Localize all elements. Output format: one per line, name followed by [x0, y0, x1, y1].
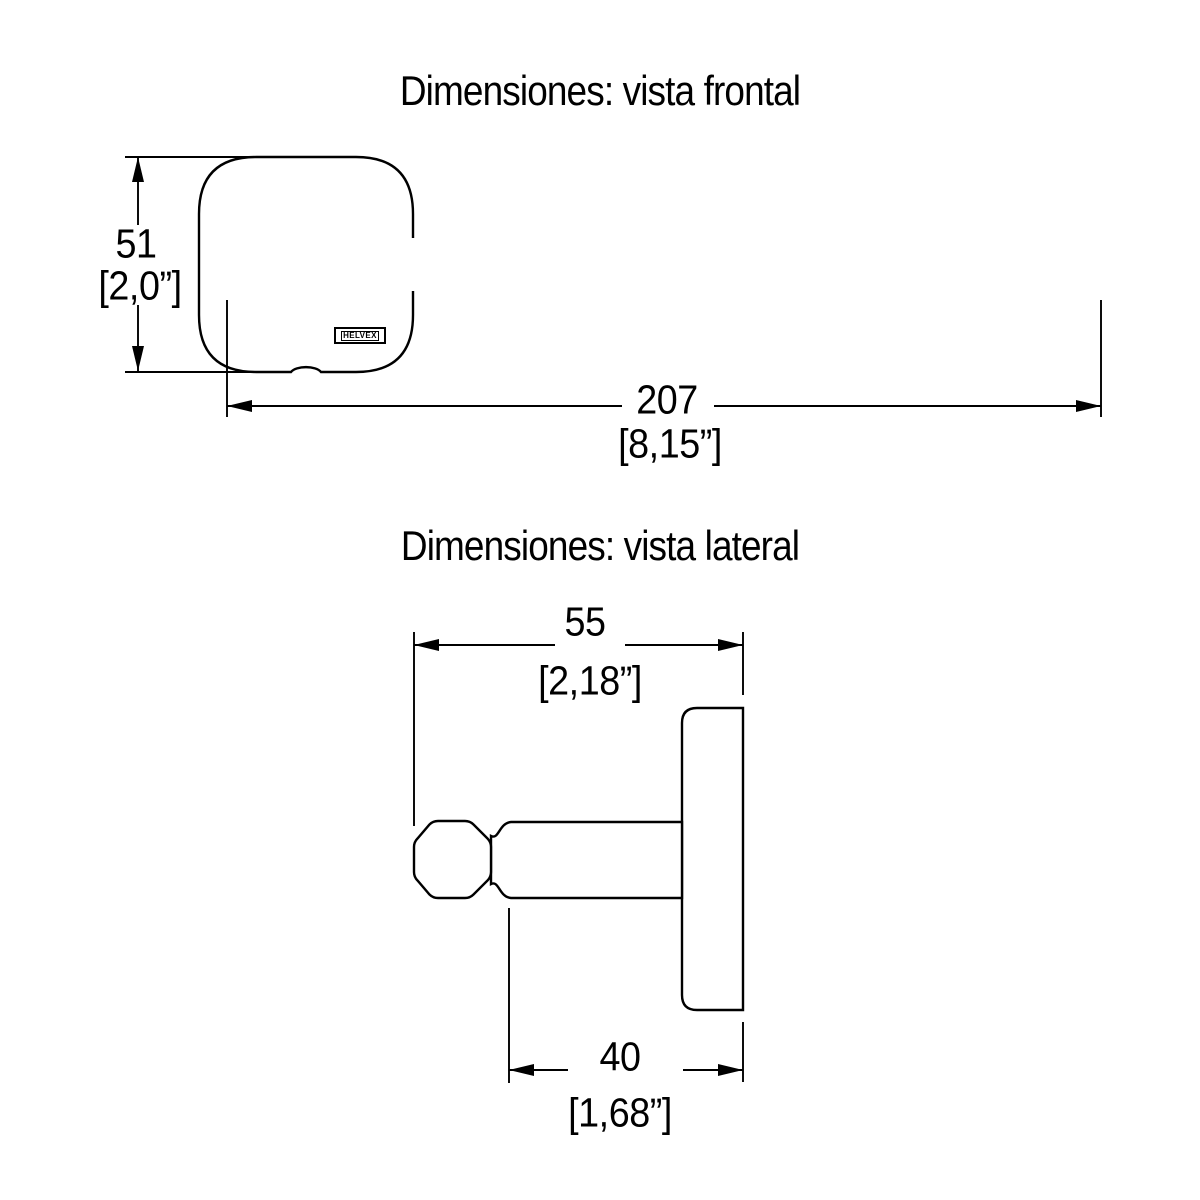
arrow-right	[1076, 400, 1101, 412]
side-arm	[491, 822, 682, 898]
helvex-logo-badge	[334, 327, 386, 344]
arrow-down	[132, 346, 144, 371]
helvex-logo-text: HELVEX	[343, 330, 377, 340]
arrow-right	[718, 1064, 743, 1076]
side-knob-octagon	[414, 821, 491, 898]
side-depth-imperial: [2,18”]	[538, 657, 642, 704]
front-height-value: 51	[115, 220, 157, 267]
side-projection-imperial: [1,68”]	[568, 1089, 672, 1136]
front-view-title: Dimensiones: vista frontal	[399, 67, 801, 114]
arrow-up	[132, 157, 144, 182]
front-length-imperial: [8,15”]	[618, 420, 722, 467]
arrow-right	[718, 639, 743, 651]
side-projection-value: 40	[599, 1033, 641, 1080]
side-view-title: Dimensiones: vista lateral	[400, 522, 800, 569]
front-height-imperial: [2,0”]	[98, 262, 182, 309]
arrow-left	[227, 400, 252, 412]
side-wall-plate	[682, 708, 743, 1010]
front-towel-bar	[227, 238, 1101, 291]
front-length-value: 207	[636, 376, 698, 423]
side-depth-value: 55	[564, 598, 606, 645]
arrow-left	[509, 1064, 534, 1076]
arrow-left	[414, 639, 439, 651]
front-view-drawing	[125, 157, 1101, 417]
